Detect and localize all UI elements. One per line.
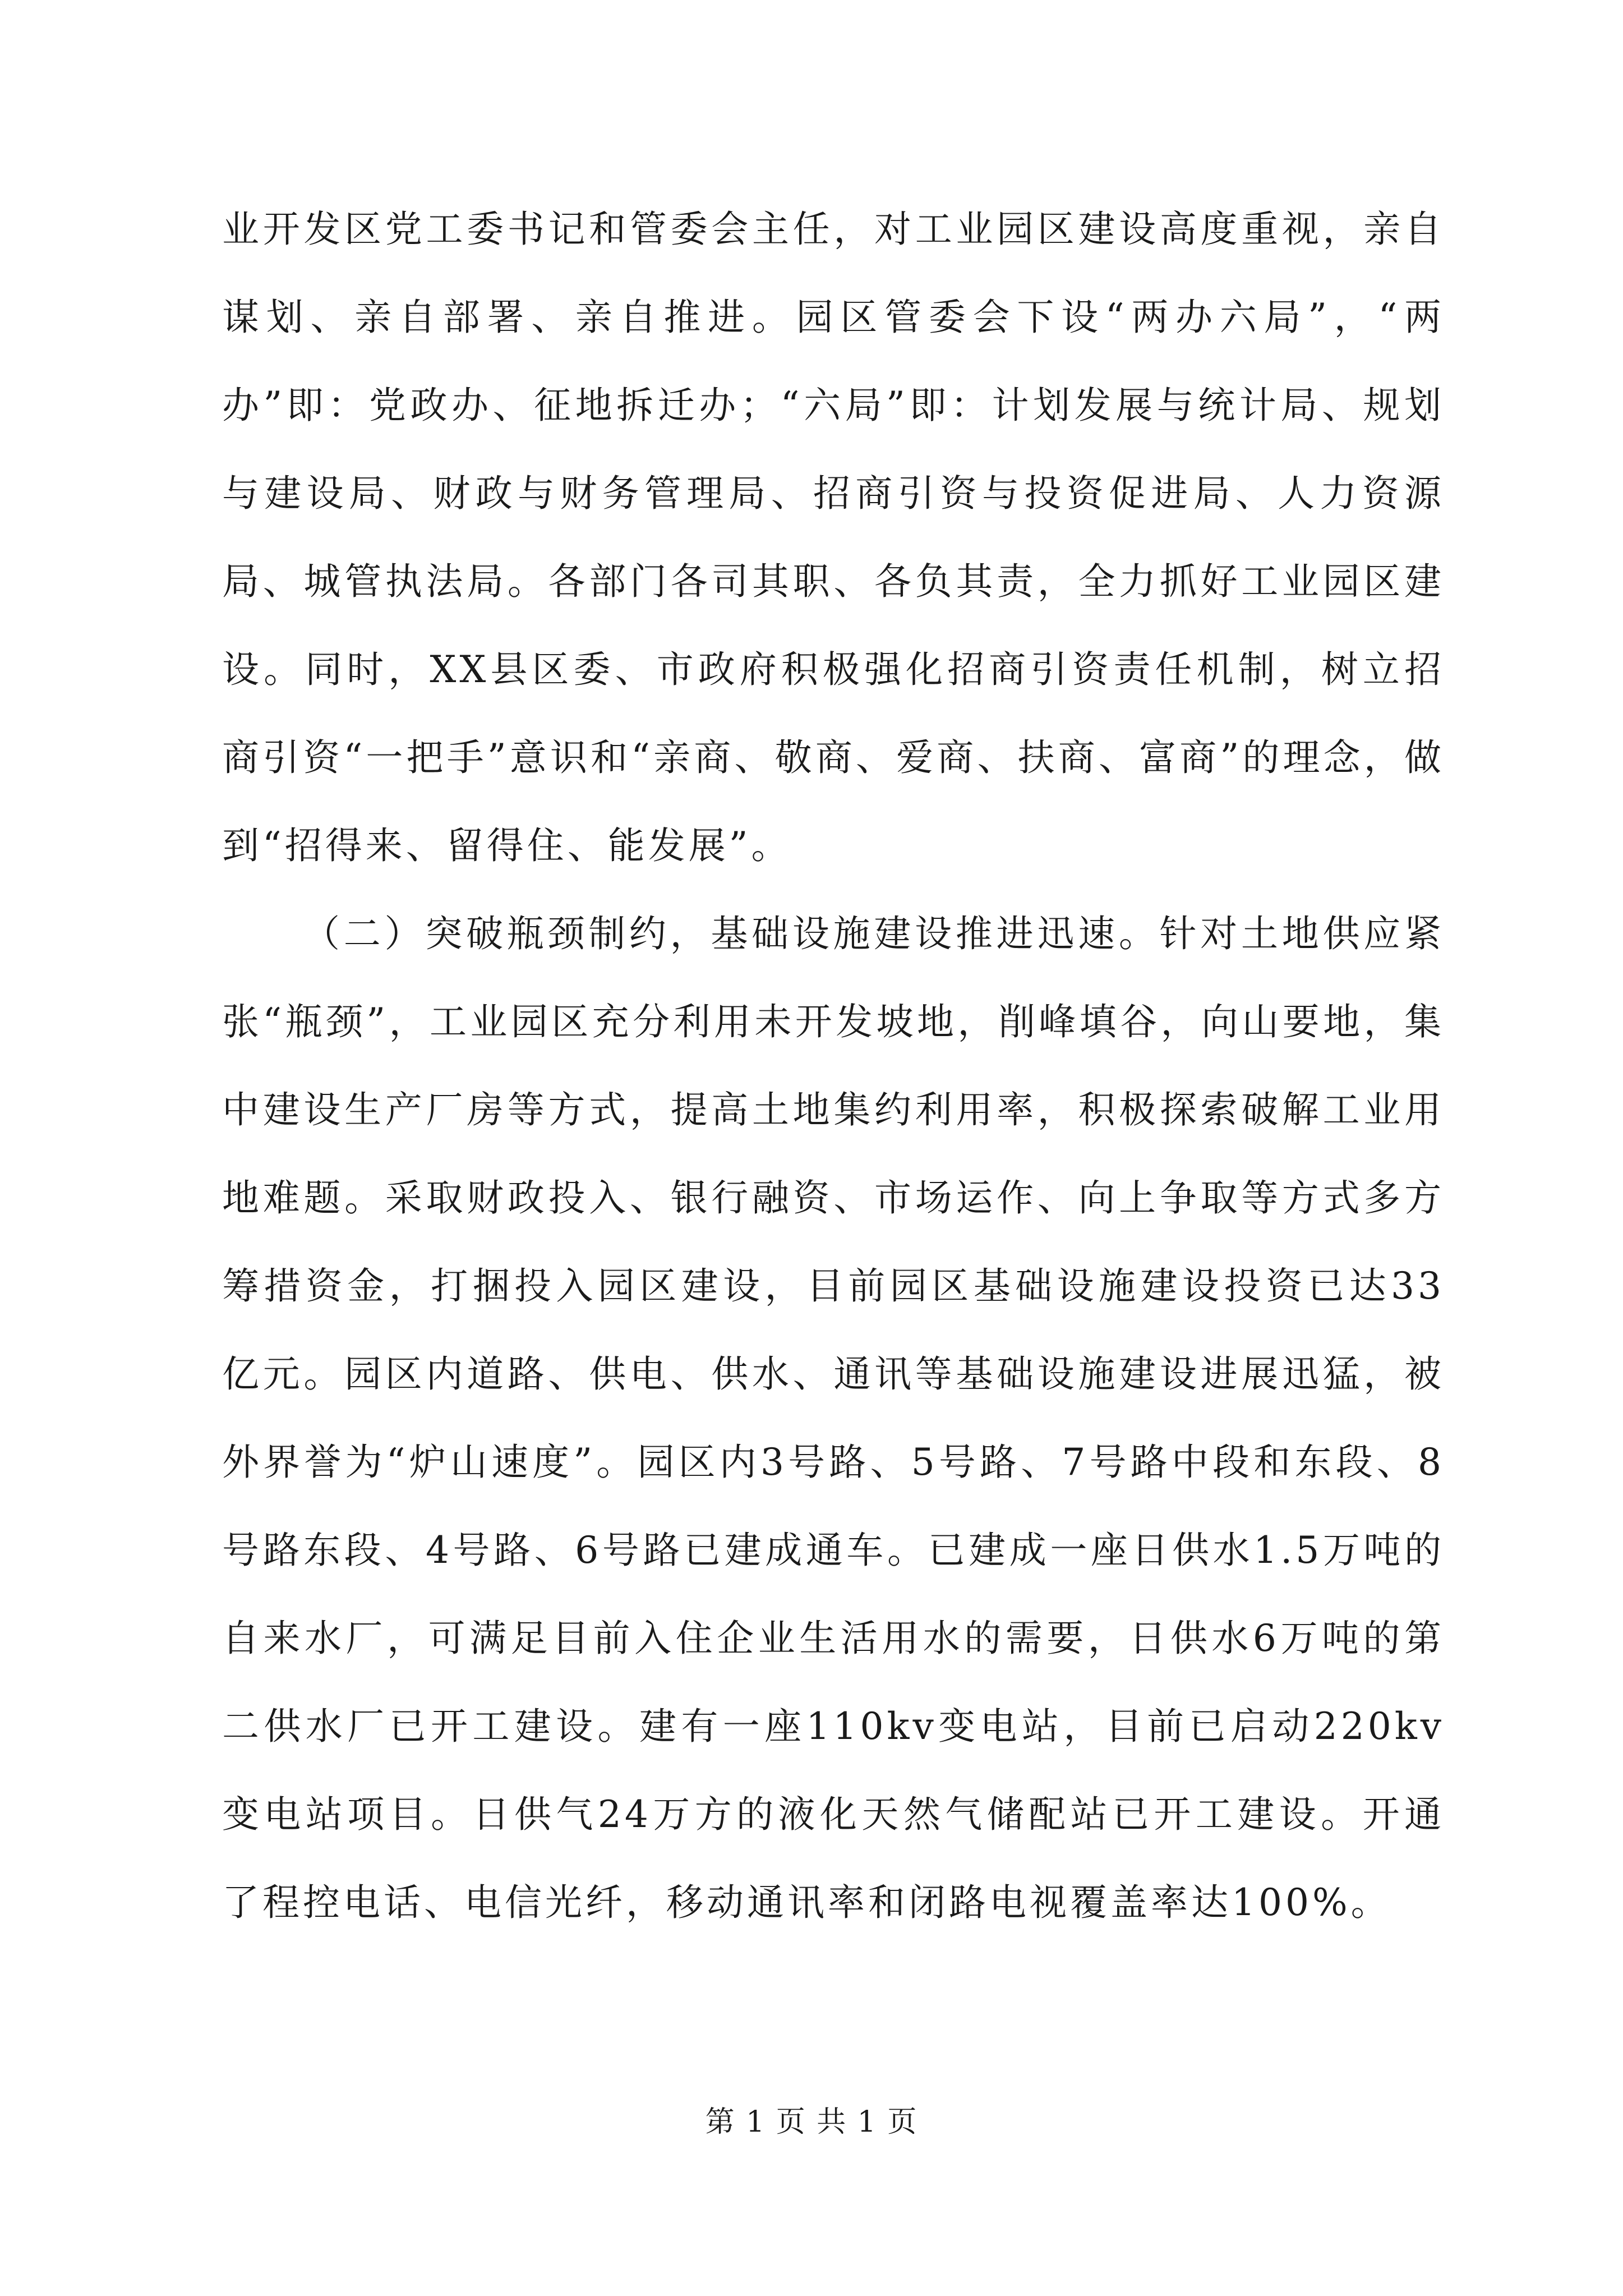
paragraph-2: （二）突破瓶颈制约，基础设施建设推进迅速。针对土地供应紧张“瓶颈”，工业园区充分利用未开发坡地，削峰填谷，向山要地，集中建设生产厂房等方式，提高土地集约利用率，积极探索破解工业用地难题。采取财政投入、银行融资、市场运作、向上争取等方式多方筹措资金，打捆投入园区建设，目前园区基础设施建设投资已达33亿元。园区内道路、供电、供水、通讯等基础设施建设进展迅猛，被外界誉为“炉山速度”。园区内3号路、5号路、7号路中段和东段、8号路东段、4号路、6号路已建成通车。已建成一座日供水1.5万吨的自来水厂，可满足目前入住企业生活用水的需要，日供水6万吨的第二供水厂已开工建设。建有一座110kv变电站，目前已启动220kv变电站项目。日供气24万方的液化天然气储配站已开工建设。开通了程控电话、电信光纤，移动通讯率和闭路电视覆盖率达100%。: [222, 912, 1445, 1924]
page-footer: 第 1 页 共 1 页: [705, 2105, 918, 2139]
paragraph-1: 业开发区党工委书记和管委会主任，对工业园区建设高度重视，亲自谋划、亲自部署、亲自推进。园区管委会下设“两办六局”，“两办”即：党政办、征地拆迁办；“六局”即：计划发展与统计局、规划与建设局、财政与财务管理局、招商引资与投资促进局、人力资源局、城管执法局。各部门各司其职、各负其责，全力抓好工业园区建设。同时，XX县区委、市政府积极强化招商引资责任机制，树立招商引资“一把手”意识和“亲商、敬商、爱商、扶商、富商”的理念，做到“招得来、留得住、能发展”。: [222, 208, 1445, 867]
document-body: [222, 185, 1445, 1947]
